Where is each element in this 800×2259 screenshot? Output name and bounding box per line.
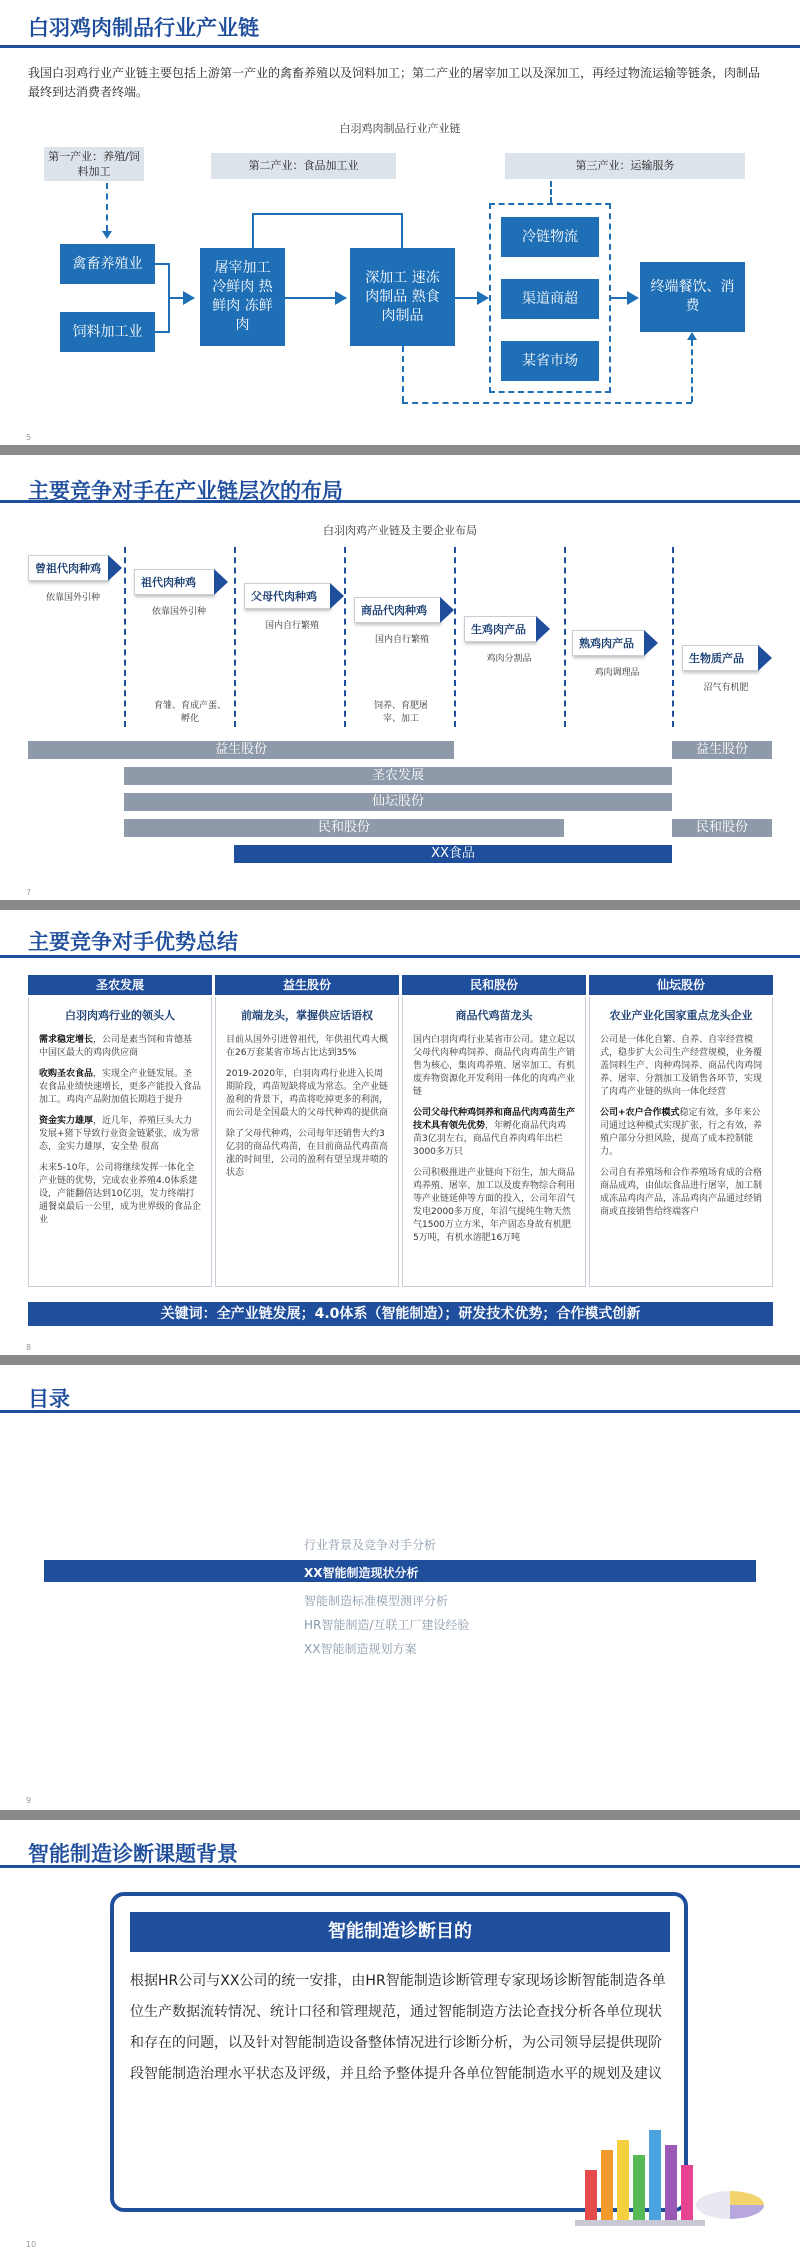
stage-divider xyxy=(454,547,456,727)
page-number: 5 xyxy=(26,433,32,442)
connector xyxy=(155,331,169,333)
toc-item[interactable]: XX智能制造规划方案 xyxy=(304,1642,417,1656)
slide-title: 白羽鸡肉制品行业产业链 xyxy=(28,16,259,40)
stage-divider xyxy=(344,547,346,727)
stage-divider xyxy=(564,547,566,727)
stage-great-grandparent: 曾祖代肉种鸡 xyxy=(28,555,108,581)
bar-yellow xyxy=(617,2140,629,2220)
stage-raw-chicken: 生鸡肉产品 xyxy=(464,616,536,642)
slide-title: 主要竞争对手在产业链层次的布局 xyxy=(28,479,343,503)
slide-header xyxy=(0,910,800,958)
slide-header xyxy=(0,1365,800,1413)
slide-title: 智能制造诊断课题背景 xyxy=(28,1842,238,1866)
sub-note: 饲养、育肥屠宰、加工 xyxy=(373,701,428,724)
connector xyxy=(168,297,184,299)
diagram-title: 白羽肉鸡产业链及主要企业布局 xyxy=(323,524,477,537)
connector xyxy=(106,183,108,231)
bar-purple xyxy=(665,2145,677,2220)
stage-cooked-chicken: 熟鸡肉产品 xyxy=(572,630,644,656)
connector xyxy=(402,402,692,404)
company-bar-minhe: 民和股份 xyxy=(124,819,564,837)
page-number: 10 xyxy=(26,2240,37,2249)
column-header: 圣农发展 xyxy=(28,975,212,995)
connector xyxy=(611,297,627,299)
purpose-body: 根据HR公司与XX公司的统一安排，由HR智能制造诊断管理专家现场诊断智能制造各单位生产数据流转情况、统计口径和管理规范，通过智能制造方法论查找分析各单位现状和存在的问题，以及针对智能制造设备整体情况进行诊断分析，为公司领导层提供现阶段智能制造治理水平状态及评级，并且给予整体提升各单位智能制造水平的规划及建议 xyxy=(130,1973,666,2082)
paragraph: 除了父母代种鸡，公司每年还销售大约3亿羽的商品代鸡苗，在目前商品代鸡苗高涨的时间里，公司的盈利有望呈现井喷的状态 xyxy=(226,1129,389,1178)
column-minhe xyxy=(402,997,586,1287)
company-bar-sunner: 圣农发展 xyxy=(124,767,672,785)
column-subtitle: 白羽肉鸡行业的领头人 xyxy=(65,1009,175,1022)
decorative-chart-icon xyxy=(545,2110,770,2240)
connector xyxy=(285,297,335,299)
company-bar-yisheng: 益生股份 xyxy=(672,741,772,759)
box-terminal-consumption: 终端餐饮、消费 xyxy=(640,262,745,332)
column-xiantan xyxy=(589,997,773,1287)
toc-item[interactable]: HR智能制造/互联工厂建设经验 xyxy=(304,1618,470,1632)
connector xyxy=(402,346,404,402)
box-deep-processing: 深加工 速冻肉制品 熟食肉制品 xyxy=(350,248,455,346)
box-cold-chain: 冷链物流 xyxy=(501,217,599,257)
stage-parent: 父母代肉种鸡 xyxy=(244,583,330,609)
column-header: 仙坛股份 xyxy=(589,975,773,995)
stage-divider xyxy=(124,547,126,727)
column-header: 民和股份 xyxy=(402,975,586,995)
stage-grandparent: 祖代肉种鸡 xyxy=(134,569,214,595)
paragraph: 收购圣农食品，实现全产业链发展。圣农食品业绩快速增长，更多产能投入食品加工。鸡肉产品附加值长期趋于提升 xyxy=(39,1069,202,1105)
slide-title: 目录 xyxy=(28,1387,70,1411)
slide-header xyxy=(0,1820,800,1868)
paragraph: 公司积极推进产业链向下衍生，加大商品鸡养殖、屠宰、加工以及废弃物综合利用等产业链延伸等方面的投入，公司年沼气发电2000多万度，年沼气提纯生物天然气1500万立方米，年产固态身故有机肥5万吨，有机水溶肥16万吨 xyxy=(413,1168,576,1243)
box-slaughter: 屠宰加工 冷鲜肉 热鲜肉 冻鲜肉 xyxy=(200,248,285,346)
connector xyxy=(252,213,254,249)
slide-title: 主要竞争对手优势总结 xyxy=(28,930,238,954)
purpose-title: 智能制造诊断目的 xyxy=(130,1912,670,1952)
intro-text: 我国白羽鸡行业产业链主要包括上游第一产业的禽畜养殖以及饲料加工；第二产业的屠宰加工以及深加工，再经过物流运输等链条，肉制品最终到达消费者终端。 xyxy=(28,66,761,99)
bar-blue xyxy=(649,2130,661,2220)
connector xyxy=(252,213,402,215)
paragraph: 公司+农户合作模式稳定有效，多年来公司通过这种模式实现扩张，行之有效，养殖户部分分担风险，提高了成本控制能力。 xyxy=(600,1108,763,1157)
company-bar-xx-food: XX食品 xyxy=(234,845,672,863)
paragraph: 公司父母代种鸡饲养和商品代肉鸡苗生产技术具有领先优势，年孵化商品代肉鸡苗3亿羽左右，商品代自养肉鸡年出栏3000多万只 xyxy=(413,1108,576,1157)
slide-header xyxy=(0,0,800,48)
company-bar-minhe: 民和股份 xyxy=(672,819,772,837)
stage-note: 鸡肉调理品 xyxy=(594,668,640,678)
box-poultry-breeding: 禽畜养殖业 xyxy=(60,244,155,284)
stage-note: 依靠国外引种 xyxy=(45,593,100,603)
company-bar-yisheng: 益生股份 xyxy=(28,741,454,759)
bar-pink xyxy=(681,2165,693,2220)
chart-floor xyxy=(575,2220,705,2226)
arrow-right-icon xyxy=(477,291,489,305)
slide-industry-chain xyxy=(0,0,800,445)
slide-toc xyxy=(0,1365,800,1810)
slide-header xyxy=(0,455,800,503)
stage-secondary: 第二产业：食品加工业 xyxy=(211,153,396,179)
toc-item-active[interactable]: XX智能制造现状分析 xyxy=(304,1566,419,1580)
column-yisheng xyxy=(215,997,399,1287)
stage-note: 鸡肉分割品 xyxy=(486,654,532,664)
paragraph: 资金实力雄厚，近几年，养殖巨头大力发展+猪下导致行业资金链紧张，成为常态，金实力雄厚，安全垫 很高 xyxy=(39,1116,200,1152)
stage-note: 依靠国外引种 xyxy=(151,607,206,617)
box-provincial-market: 某省市场 xyxy=(501,341,599,381)
paragraph: 公司自有养殖场和合作养殖场育成的合格商品成鸡，由仙坛食品进行屠宰，加工制成冻品鸡肉产品，冻品鸡肉产品通过经销商或直接销售给终端客户 xyxy=(600,1168,763,1217)
toc-item[interactable]: 智能制造标准模型测评分析 xyxy=(304,1594,449,1608)
column-subtitle: 农业产业化国家重点龙头企业 xyxy=(609,1009,753,1022)
page-number: 9 xyxy=(26,1796,32,1805)
column-sunner xyxy=(28,997,212,1287)
stage-tertiary: 第三产业：运输服务 xyxy=(505,153,745,179)
bar-green xyxy=(633,2155,645,2220)
arrow-right-icon xyxy=(627,291,639,305)
column-subtitle: 商品代鸡苗龙头 xyxy=(455,1009,533,1022)
pie-slice xyxy=(730,2191,764,2205)
stage-divider xyxy=(234,547,236,727)
connector xyxy=(155,263,169,265)
page-number: 8 xyxy=(26,1343,32,1352)
box-feed-processing: 饲料加工业 xyxy=(60,312,155,352)
paragraph: 公司是一体化自繁、自养、自宰经营模式，稳步扩大公司生产经营规模，业务覆盖饲料生产、肉种鸡饲养、商品代肉鸡饲养、屠宰、分割加工及销售各环节，实现了肉鸡产业链的纵向一体化经营 xyxy=(600,1035,763,1097)
stage-primary: 第一产业：养殖/饲料加工 xyxy=(44,147,144,181)
stage-note: 沼气有机肥 xyxy=(703,683,749,693)
paragraph: 需求稳定增长，公司是素当饲和肯德基中国区最大的鸡肉供应商 xyxy=(39,1035,193,1058)
arrow-up-icon xyxy=(687,332,697,340)
paragraph: 2019-2020年，白羽肉鸡行业进入长周期阶段，鸡苗短缺将成为常态。全产业链盈利的背景下，鸡苗将吃掉更多的利润，而公司是全国最大的父母代种鸡的提供商 xyxy=(226,1069,389,1118)
column-subtitle: 前端龙头，掌握供应话语权 xyxy=(241,1009,373,1022)
arrow-right-icon xyxy=(335,291,347,305)
diagram-title: 白羽鸡肉制品行业产业链 xyxy=(339,122,461,135)
bar-red xyxy=(585,2170,597,2220)
keywords-bar: 关键词：全产业链发展；4.0体系（智能制造）；研发技术优势；合作模式创新 xyxy=(28,1302,773,1326)
connector xyxy=(455,297,477,299)
stage-divider xyxy=(672,547,674,727)
paragraph: 国内白羽肉鸡行业某省市公司。建立起以父母代肉种鸡饲养、商品代肉鸡苗生产销售为核心，集肉鸡养殖、屠宰加工、有机废弃物资源化开发利用一体化的肉鸡产业链 xyxy=(413,1035,576,1097)
toc-item[interactable]: 行业背景及竞争对手分析 xyxy=(304,1538,437,1552)
bar-orange xyxy=(601,2150,613,2220)
stage-commercial: 商品代肉种鸡 xyxy=(354,597,440,623)
connector xyxy=(691,340,693,402)
stage-note: 国内自行繁殖 xyxy=(374,635,429,645)
company-bar-xiantan: 仙坛股份 xyxy=(124,793,672,811)
pie-slice xyxy=(730,2205,764,2219)
arrow-right-icon xyxy=(183,291,195,305)
connector xyxy=(550,181,552,203)
connector xyxy=(401,213,403,249)
sub-note: 育雏、育成产蛋、孵化 xyxy=(153,701,226,724)
paragraph: 目前从国外引进曾祖代，年供祖代鸡大概在26万套某省市场占比达到35% xyxy=(226,1035,389,1058)
box-channel-supermarket: 渠道商超 xyxy=(501,279,599,319)
page-number: 7 xyxy=(26,888,32,897)
stage-biomass: 生物质产品 xyxy=(682,645,758,671)
arrow-down-icon xyxy=(102,231,112,239)
paragraph: 未来5-10年，公司将继续发挥一体化全产业链的优势，完成农业养殖4.0体系建设，产能翻倍达到10亿羽，发力终端打通餐桌最后一公里，成为世界级的食品企业 xyxy=(39,1163,202,1225)
stage-note: 国内自行繁殖 xyxy=(264,621,319,631)
column-header: 益生股份 xyxy=(215,975,399,995)
